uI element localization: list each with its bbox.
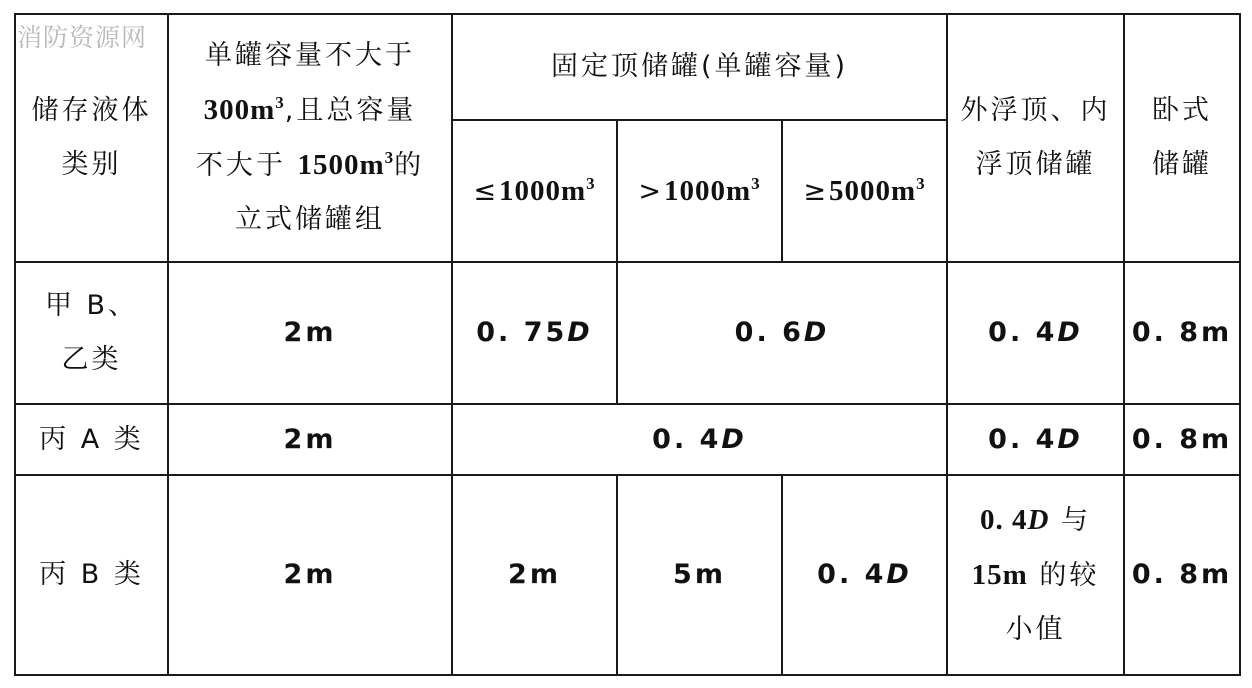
row1-floating-num: 0. 4 bbox=[988, 317, 1058, 348]
table-row bbox=[15, 262, 1240, 404]
row3-floating-line1 bbox=[952, 493, 1119, 548]
header-fixed-gt1000 bbox=[617, 120, 782, 262]
row3-floating-line1-var: D bbox=[1027, 504, 1050, 536]
row3-fixed-gt1000: 5m bbox=[617, 475, 782, 675]
row3-fixed-ge5000-num: 0. 4 bbox=[817, 559, 887, 590]
row3-floating-line2 bbox=[952, 548, 1119, 603]
header-group-line3-tail: 的 bbox=[394, 150, 425, 181]
header-floating-line1: 外浮顶、内 bbox=[960, 95, 1111, 126]
header-group-tank bbox=[168, 14, 452, 262]
row1-fixed-le1000 bbox=[452, 262, 617, 404]
header-fixed-le1000 bbox=[452, 120, 617, 262]
header-group-line3 bbox=[173, 138, 447, 193]
row3-category: 丙 B 类 bbox=[15, 475, 168, 675]
row2-floating-var: D bbox=[1057, 423, 1083, 455]
row1-group: 2m bbox=[168, 262, 452, 404]
row2-horizontal: 0. 8m bbox=[1124, 404, 1240, 475]
row3-floating-line1-tail: 与 bbox=[1049, 505, 1092, 536]
row2-floating-num: 0. 4 bbox=[988, 423, 1058, 455]
row3-floating-line3: 小值 bbox=[1005, 614, 1066, 645]
row2-group: 2m bbox=[168, 404, 452, 475]
header-category-line2: 类别 bbox=[61, 149, 122, 180]
row1-horizontal: 0. 8m bbox=[1124, 262, 1240, 404]
header-group-line4: 立式储罐组 bbox=[235, 204, 385, 235]
table-row bbox=[15, 404, 1240, 475]
row3-floating-line2-num: 15m bbox=[971, 559, 1028, 591]
row1-fixed-gt1000-var: D bbox=[803, 317, 830, 348]
header-fixed-roof: 固定顶储罐(单罐容量) bbox=[452, 14, 947, 120]
header-group-line1: 单罐容量不大于 bbox=[205, 40, 415, 71]
row1-floating bbox=[947, 262, 1124, 404]
header-fixed-ge5000 bbox=[782, 120, 947, 262]
header-horizontal-line2: 储罐 bbox=[1152, 149, 1212, 180]
le-symbol: ≤ bbox=[473, 175, 499, 207]
header-floating-line2: 浮顶储罐 bbox=[975, 149, 1096, 180]
header-group-300m3: 300m 3 bbox=[204, 94, 285, 126]
row3-fixed-ge5000-var: D bbox=[886, 559, 912, 590]
row2-fixed-all-num: 0. 4 bbox=[652, 423, 722, 455]
row1-fixed-gt1000-merged bbox=[617, 262, 947, 404]
ge5000-value: 5000m 3 bbox=[829, 175, 926, 207]
header-floating-roof bbox=[947, 14, 1124, 262]
header-group-line3-text: 不大于 bbox=[195, 150, 298, 181]
header-group-line2 bbox=[173, 83, 447, 138]
header-group-line2-text: ,且总容量 bbox=[284, 95, 417, 126]
header-horizontal-line1: 卧式 bbox=[1152, 95, 1212, 126]
row3-floating bbox=[947, 475, 1124, 675]
table-row bbox=[15, 475, 1240, 675]
row3-floating-line1-num: 0. 4 bbox=[979, 504, 1028, 536]
row3-fixed-le1000: 2m bbox=[452, 475, 617, 675]
row2-category: 丙 A 类 bbox=[15, 404, 168, 475]
header-category-line1: 储存液体 bbox=[31, 95, 152, 126]
row2-fixed-all-var: D bbox=[721, 423, 747, 455]
header-row-1 bbox=[15, 14, 1240, 120]
row1-category-line2: 乙类 bbox=[61, 344, 122, 375]
row3-fixed-ge5000 bbox=[782, 475, 947, 675]
row1-category bbox=[15, 262, 168, 404]
tank-spacing-table-container bbox=[14, 13, 1241, 676]
row1-fixed-le1000-var: D bbox=[567, 317, 593, 348]
row2-floating bbox=[947, 404, 1124, 475]
row1-floating-var: D bbox=[1057, 317, 1083, 348]
gt-symbol: > bbox=[638, 175, 664, 207]
le1000-value: 1000m 3 bbox=[499, 175, 596, 207]
ge-symbol: ≥ bbox=[803, 175, 829, 207]
row1-fixed-gt1000-num: 0. 6 bbox=[734, 317, 804, 348]
watermark-text: 消防资源网 bbox=[17, 18, 150, 56]
gt1000-value: 1000m 3 bbox=[664, 175, 761, 207]
row1-fixed-le1000-num: 0. 75 bbox=[476, 317, 568, 348]
row1-category-line1: 甲 B、 bbox=[44, 290, 139, 321]
row3-floating-line2-tail: 的较 bbox=[1027, 560, 1100, 591]
row3-horizontal: 0. 8m bbox=[1124, 475, 1240, 675]
row3-group: 2m bbox=[168, 475, 452, 675]
header-horizontal bbox=[1124, 14, 1240, 262]
header-group-1500m3: 1500m 3 bbox=[297, 149, 394, 181]
row2-fixed-all bbox=[452, 404, 947, 475]
tank-spacing-table bbox=[14, 13, 1241, 676]
